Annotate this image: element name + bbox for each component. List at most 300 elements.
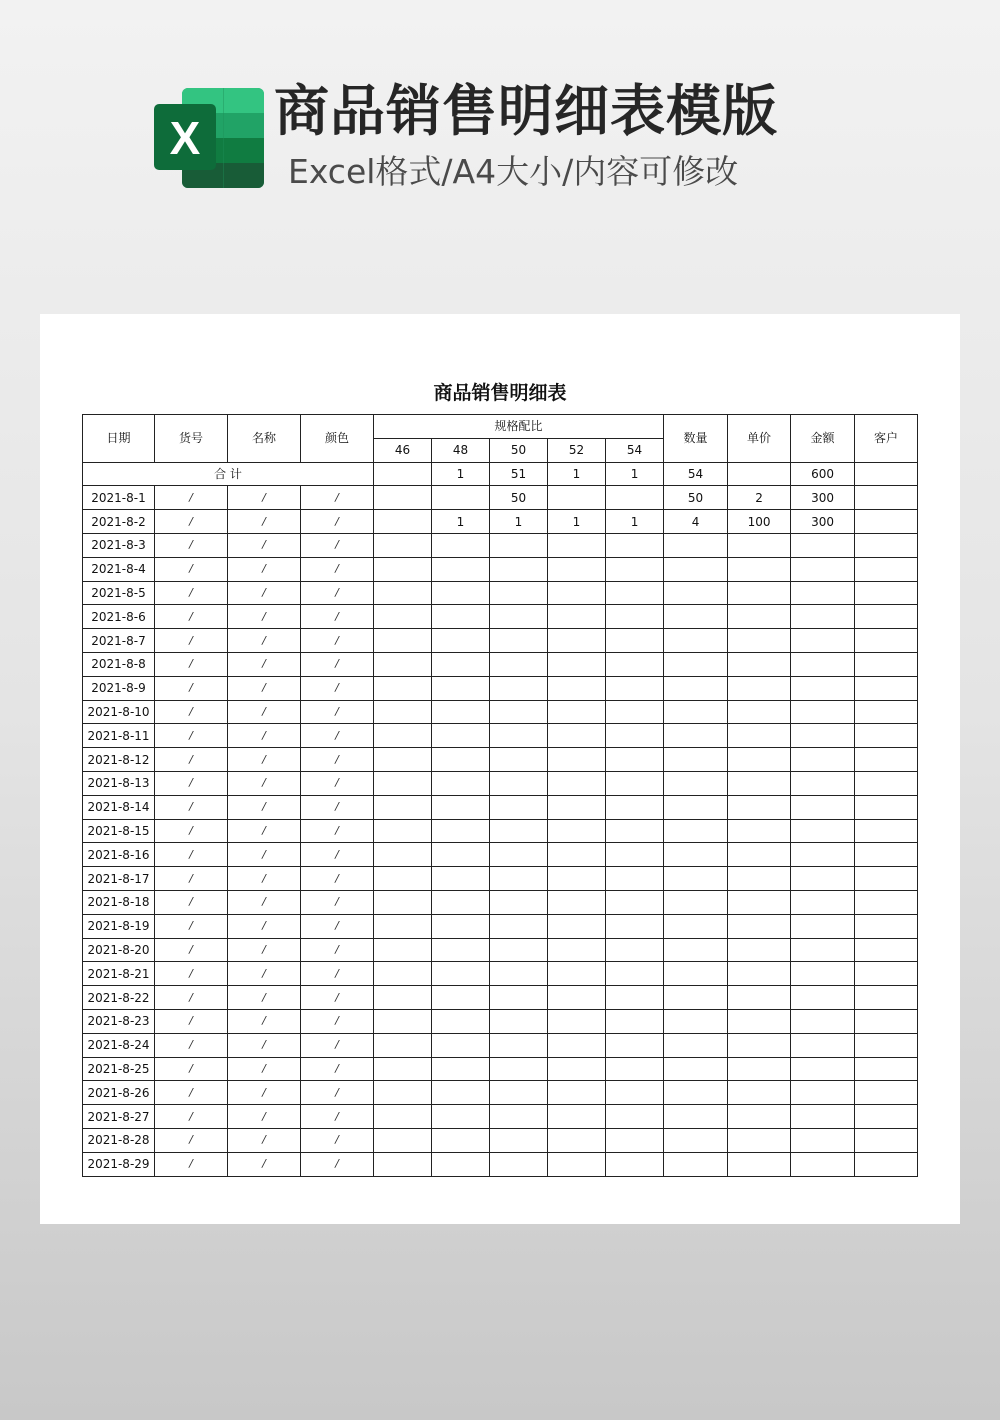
row-unit-price-cell[interactable] <box>728 867 791 891</box>
row-size-cell[interactable] <box>374 676 432 700</box>
row-size-cell[interactable] <box>548 486 606 510</box>
row-size-cell[interactable] <box>548 914 606 938</box>
row-name-cell[interactable]: / <box>228 557 301 581</box>
total-size-cell[interactable] <box>374 462 432 486</box>
row-size-cell[interactable] <box>548 629 606 653</box>
row-date-cell[interactable]: 2021-8-2 <box>83 510 155 534</box>
row-item-no-cell[interactable]: / <box>155 486 228 510</box>
row-size-cell[interactable] <box>490 1152 548 1176</box>
row-qty-cell[interactable] <box>664 1057 728 1081</box>
row-size-cell[interactable] <box>374 986 432 1010</box>
row-item-no-cell[interactable]: / <box>155 890 228 914</box>
row-size-cell[interactable] <box>374 819 432 843</box>
row-unit-price-cell[interactable] <box>728 986 791 1010</box>
row-size-cell[interactable] <box>432 557 490 581</box>
row-item-no-cell[interactable]: / <box>155 510 228 534</box>
row-qty-cell[interactable] <box>664 962 728 986</box>
row-item-no-cell[interactable]: / <box>155 962 228 986</box>
row-name-cell[interactable]: / <box>228 819 301 843</box>
row-color-cell[interactable]: / <box>301 533 374 557</box>
row-unit-price-cell[interactable] <box>728 843 791 867</box>
row-name-cell[interactable]: / <box>228 938 301 962</box>
row-size-cell[interactable]: 1 <box>490 510 548 534</box>
row-name-cell[interactable]: / <box>228 676 301 700</box>
row-size-cell[interactable] <box>490 1009 548 1033</box>
row-size-cell[interactable] <box>606 1081 664 1105</box>
row-color-cell[interactable]: / <box>301 510 374 534</box>
row-size-cell[interactable] <box>606 581 664 605</box>
row-size-cell[interactable] <box>606 700 664 724</box>
row-unit-price-cell[interactable] <box>728 676 791 700</box>
row-size-cell[interactable] <box>374 581 432 605</box>
row-name-cell[interactable]: / <box>228 867 301 891</box>
row-color-cell[interactable]: / <box>301 771 374 795</box>
row-customer-cell[interactable] <box>855 1081 918 1105</box>
row-size-cell[interactable] <box>374 867 432 891</box>
row-qty-cell[interactable] <box>664 1033 728 1057</box>
row-customer-cell[interactable] <box>855 819 918 843</box>
row-amount-cell[interactable] <box>791 1009 855 1033</box>
row-qty-cell[interactable] <box>664 1128 728 1152</box>
row-size-cell[interactable] <box>548 748 606 772</box>
row-size-cell[interactable] <box>432 843 490 867</box>
row-amount-cell[interactable] <box>791 795 855 819</box>
row-name-cell[interactable]: / <box>228 843 301 867</box>
row-size-cell[interactable] <box>490 748 548 772</box>
row-unit-price-cell[interactable] <box>728 748 791 772</box>
row-size-cell[interactable] <box>432 986 490 1010</box>
row-date-cell[interactable]: 2021-8-28 <box>83 1128 155 1152</box>
row-date-cell[interactable]: 2021-8-4 <box>83 557 155 581</box>
row-unit-price-cell[interactable]: 2 <box>728 486 791 510</box>
row-date-cell[interactable]: 2021-8-13 <box>83 771 155 795</box>
row-size-cell[interactable] <box>374 890 432 914</box>
row-unit-price-cell[interactable] <box>728 1033 791 1057</box>
row-qty-cell[interactable] <box>664 581 728 605</box>
row-name-cell[interactable]: / <box>228 771 301 795</box>
row-size-cell[interactable] <box>432 771 490 795</box>
row-size-cell[interactable] <box>432 724 490 748</box>
row-item-no-cell[interactable]: / <box>155 676 228 700</box>
row-size-cell[interactable] <box>606 1009 664 1033</box>
row-size-cell[interactable] <box>432 652 490 676</box>
row-date-cell[interactable]: 2021-8-18 <box>83 890 155 914</box>
row-item-no-cell[interactable]: / <box>155 795 228 819</box>
row-size-cell[interactable] <box>548 700 606 724</box>
row-name-cell[interactable]: / <box>228 748 301 772</box>
row-name-cell[interactable]: / <box>228 533 301 557</box>
row-amount-cell[interactable] <box>791 748 855 772</box>
row-amount-cell[interactable] <box>791 1128 855 1152</box>
row-size-cell[interactable] <box>490 914 548 938</box>
row-qty-cell[interactable] <box>664 652 728 676</box>
row-size-cell[interactable] <box>606 1057 664 1081</box>
row-size-cell[interactable] <box>548 986 606 1010</box>
row-color-cell[interactable]: / <box>301 914 374 938</box>
row-size-cell[interactable] <box>490 890 548 914</box>
row-size-cell[interactable] <box>374 914 432 938</box>
row-size-cell[interactable]: 1 <box>548 510 606 534</box>
row-customer-cell[interactable] <box>855 1105 918 1129</box>
row-unit-price-cell[interactable] <box>728 938 791 962</box>
row-amount-cell[interactable] <box>791 1152 855 1176</box>
row-amount-cell[interactable] <box>791 1081 855 1105</box>
row-item-no-cell[interactable]: / <box>155 1152 228 1176</box>
row-size-cell[interactable] <box>432 486 490 510</box>
row-customer-cell[interactable] <box>855 1057 918 1081</box>
row-customer-cell[interactable] <box>855 581 918 605</box>
row-amount-cell[interactable] <box>791 652 855 676</box>
row-qty-cell[interactable] <box>664 914 728 938</box>
row-date-cell[interactable]: 2021-8-23 <box>83 1009 155 1033</box>
row-size-cell[interactable] <box>374 629 432 653</box>
row-date-cell[interactable]: 2021-8-3 <box>83 533 155 557</box>
row-size-cell[interactable] <box>606 914 664 938</box>
row-item-no-cell[interactable]: / <box>155 748 228 772</box>
row-unit-price-cell[interactable] <box>728 962 791 986</box>
row-size-cell[interactable] <box>490 771 548 795</box>
row-color-cell[interactable]: / <box>301 795 374 819</box>
row-amount-cell[interactable] <box>791 605 855 629</box>
row-size-cell[interactable] <box>548 1128 606 1152</box>
row-size-cell[interactable] <box>490 843 548 867</box>
row-size-cell[interactable] <box>548 533 606 557</box>
row-size-cell[interactable] <box>432 890 490 914</box>
row-item-no-cell[interactable]: / <box>155 629 228 653</box>
row-unit-price-cell[interactable] <box>728 557 791 581</box>
row-item-no-cell[interactable]: / <box>155 557 228 581</box>
row-item-no-cell[interactable]: / <box>155 700 228 724</box>
row-color-cell[interactable]: / <box>301 962 374 986</box>
row-size-cell[interactable] <box>432 1105 490 1129</box>
row-size-cell[interactable] <box>548 652 606 676</box>
row-size-cell[interactable] <box>548 795 606 819</box>
row-size-cell[interactable] <box>490 629 548 653</box>
row-size-cell[interactable] <box>548 724 606 748</box>
row-date-cell[interactable]: 2021-8-20 <box>83 938 155 962</box>
row-size-cell[interactable] <box>374 486 432 510</box>
row-name-cell[interactable]: / <box>228 1009 301 1033</box>
row-size-cell[interactable] <box>606 1033 664 1057</box>
row-size-cell[interactable]: 1 <box>432 510 490 534</box>
row-amount-cell[interactable] <box>791 581 855 605</box>
row-item-no-cell[interactable]: / <box>155 1128 228 1152</box>
row-color-cell[interactable]: / <box>301 605 374 629</box>
total-size-cell[interactable]: 51 <box>490 462 548 486</box>
row-size-cell[interactable] <box>374 533 432 557</box>
row-amount-cell[interactable]: 300 <box>791 486 855 510</box>
row-size-cell[interactable] <box>490 819 548 843</box>
row-size-cell[interactable] <box>490 986 548 1010</box>
row-amount-cell[interactable] <box>791 1057 855 1081</box>
row-size-cell[interactable] <box>490 1128 548 1152</box>
row-item-no-cell[interactable]: / <box>155 1033 228 1057</box>
row-date-cell[interactable]: 2021-8-24 <box>83 1033 155 1057</box>
row-name-cell[interactable]: / <box>228 795 301 819</box>
row-name-cell[interactable]: / <box>228 1081 301 1105</box>
row-size-cell[interactable] <box>374 1081 432 1105</box>
row-unit-price-cell[interactable] <box>728 771 791 795</box>
row-size-cell[interactable] <box>432 795 490 819</box>
total-customer[interactable] <box>855 462 918 486</box>
row-customer-cell[interactable] <box>855 605 918 629</box>
row-qty-cell[interactable] <box>664 1105 728 1129</box>
row-size-cell[interactable] <box>490 676 548 700</box>
row-item-no-cell[interactable]: / <box>155 605 228 629</box>
row-customer-cell[interactable] <box>855 486 918 510</box>
row-name-cell[interactable]: / <box>228 486 301 510</box>
total-size-cell[interactable]: 1 <box>432 462 490 486</box>
row-color-cell[interactable]: / <box>301 700 374 724</box>
row-customer-cell[interactable] <box>855 676 918 700</box>
row-size-cell[interactable] <box>606 1128 664 1152</box>
row-name-cell[interactable]: / <box>228 724 301 748</box>
row-color-cell[interactable]: / <box>301 938 374 962</box>
row-date-cell[interactable]: 2021-8-1 <box>83 486 155 510</box>
total-size-cell[interactable]: 1 <box>548 462 606 486</box>
row-unit-price-cell[interactable]: 100 <box>728 510 791 534</box>
row-size-cell[interactable] <box>374 1009 432 1033</box>
row-unit-price-cell[interactable] <box>728 1081 791 1105</box>
row-size-cell[interactable] <box>606 605 664 629</box>
row-color-cell[interactable]: / <box>301 581 374 605</box>
row-item-no-cell[interactable]: / <box>155 986 228 1010</box>
row-qty-cell[interactable] <box>664 1009 728 1033</box>
row-amount-cell[interactable] <box>791 819 855 843</box>
row-unit-price-cell[interactable] <box>728 1057 791 1081</box>
row-unit-price-cell[interactable] <box>728 724 791 748</box>
row-customer-cell[interactable] <box>855 771 918 795</box>
row-name-cell[interactable]: / <box>228 510 301 534</box>
row-size-cell[interactable] <box>432 1081 490 1105</box>
row-size-cell[interactable] <box>490 652 548 676</box>
row-name-cell[interactable]: / <box>228 914 301 938</box>
row-amount-cell[interactable] <box>791 700 855 724</box>
row-amount-cell[interactable] <box>791 557 855 581</box>
row-color-cell[interactable]: / <box>301 1128 374 1152</box>
row-unit-price-cell[interactable] <box>728 819 791 843</box>
row-size-cell[interactable] <box>606 533 664 557</box>
row-unit-price-cell[interactable] <box>728 1152 791 1176</box>
row-size-cell[interactable] <box>548 1105 606 1129</box>
row-item-no-cell[interactable]: / <box>155 867 228 891</box>
row-qty-cell[interactable] <box>664 605 728 629</box>
row-qty-cell[interactable] <box>664 629 728 653</box>
row-size-cell[interactable] <box>432 962 490 986</box>
row-color-cell[interactable]: / <box>301 652 374 676</box>
row-size-cell[interactable] <box>374 938 432 962</box>
row-size-cell[interactable] <box>432 700 490 724</box>
row-customer-cell[interactable] <box>855 867 918 891</box>
row-date-cell[interactable]: 2021-8-10 <box>83 700 155 724</box>
row-name-cell[interactable]: / <box>228 581 301 605</box>
row-size-cell[interactable] <box>432 676 490 700</box>
row-size-cell[interactable] <box>374 795 432 819</box>
row-size-cell[interactable] <box>606 843 664 867</box>
row-customer-cell[interactable] <box>855 795 918 819</box>
row-size-cell[interactable] <box>548 843 606 867</box>
row-size-cell[interactable] <box>432 914 490 938</box>
row-customer-cell[interactable] <box>855 629 918 653</box>
row-size-cell[interactable] <box>432 629 490 653</box>
row-size-cell[interactable] <box>548 557 606 581</box>
row-size-cell[interactable] <box>606 557 664 581</box>
row-color-cell[interactable]: / <box>301 986 374 1010</box>
row-size-cell[interactable] <box>606 986 664 1010</box>
row-unit-price-cell[interactable] <box>728 890 791 914</box>
row-size-cell[interactable] <box>490 938 548 962</box>
row-item-no-cell[interactable]: / <box>155 938 228 962</box>
row-color-cell[interactable]: / <box>301 1081 374 1105</box>
row-size-cell[interactable] <box>606 890 664 914</box>
row-size-cell[interactable] <box>432 533 490 557</box>
row-color-cell[interactable]: / <box>301 890 374 914</box>
row-amount-cell[interactable] <box>791 533 855 557</box>
row-size-cell[interactable] <box>606 867 664 891</box>
row-size-cell[interactable] <box>490 1105 548 1129</box>
row-name-cell[interactable]: / <box>228 605 301 629</box>
row-color-cell[interactable]: / <box>301 843 374 867</box>
row-unit-price-cell[interactable] <box>728 700 791 724</box>
row-size-cell[interactable] <box>548 676 606 700</box>
row-name-cell[interactable]: / <box>228 1152 301 1176</box>
row-date-cell[interactable]: 2021-8-27 <box>83 1105 155 1129</box>
row-amount-cell[interactable] <box>791 986 855 1010</box>
row-qty-cell[interactable]: 4 <box>664 510 728 534</box>
row-size-cell[interactable] <box>490 557 548 581</box>
row-size-cell[interactable] <box>432 581 490 605</box>
row-size-cell[interactable] <box>606 771 664 795</box>
row-size-cell[interactable] <box>548 1152 606 1176</box>
row-item-no-cell[interactable]: / <box>155 771 228 795</box>
row-name-cell[interactable]: / <box>228 1033 301 1057</box>
row-item-no-cell[interactable]: / <box>155 724 228 748</box>
row-amount-cell[interactable] <box>791 1105 855 1129</box>
row-name-cell[interactable]: / <box>228 1128 301 1152</box>
row-customer-cell[interactable] <box>855 986 918 1010</box>
row-customer-cell[interactable] <box>855 962 918 986</box>
row-amount-cell[interactable]: 300 <box>791 510 855 534</box>
row-size-cell[interactable] <box>432 1057 490 1081</box>
row-size-cell[interactable] <box>432 605 490 629</box>
row-customer-cell[interactable] <box>855 652 918 676</box>
row-size-cell[interactable] <box>548 771 606 795</box>
row-size-cell[interactable] <box>374 771 432 795</box>
row-customer-cell[interactable] <box>855 843 918 867</box>
row-size-cell[interactable] <box>606 962 664 986</box>
row-amount-cell[interactable] <box>791 914 855 938</box>
row-color-cell[interactable]: / <box>301 629 374 653</box>
row-color-cell[interactable]: / <box>301 486 374 510</box>
row-customer-cell[interactable] <box>855 1009 918 1033</box>
row-size-cell[interactable] <box>374 1057 432 1081</box>
row-date-cell[interactable]: 2021-8-7 <box>83 629 155 653</box>
row-date-cell[interactable]: 2021-8-25 <box>83 1057 155 1081</box>
row-size-cell[interactable] <box>548 1081 606 1105</box>
row-color-cell[interactable]: / <box>301 724 374 748</box>
row-item-no-cell[interactable]: / <box>155 1105 228 1129</box>
row-date-cell[interactable]: 2021-8-5 <box>83 581 155 605</box>
row-size-cell[interactable] <box>432 867 490 891</box>
row-unit-price-cell[interactable] <box>728 652 791 676</box>
row-date-cell[interactable]: 2021-8-26 <box>83 1081 155 1105</box>
row-size-cell[interactable] <box>606 819 664 843</box>
row-qty-cell[interactable] <box>664 819 728 843</box>
row-customer-cell[interactable] <box>855 748 918 772</box>
row-size-cell[interactable] <box>606 629 664 653</box>
row-date-cell[interactable]: 2021-8-19 <box>83 914 155 938</box>
row-amount-cell[interactable] <box>791 676 855 700</box>
row-size-cell[interactable] <box>374 1128 432 1152</box>
row-date-cell[interactable]: 2021-8-12 <box>83 748 155 772</box>
row-item-no-cell[interactable]: / <box>155 533 228 557</box>
row-size-cell[interactable] <box>432 938 490 962</box>
row-unit-price-cell[interactable] <box>728 629 791 653</box>
row-name-cell[interactable]: / <box>228 700 301 724</box>
row-size-cell[interactable] <box>606 938 664 962</box>
row-amount-cell[interactable] <box>791 962 855 986</box>
row-size-cell[interactable] <box>374 1033 432 1057</box>
row-size-cell[interactable] <box>548 1057 606 1081</box>
row-color-cell[interactable]: / <box>301 1152 374 1176</box>
row-size-cell[interactable] <box>548 890 606 914</box>
row-qty-cell[interactable] <box>664 867 728 891</box>
row-unit-price-cell[interactable] <box>728 1128 791 1152</box>
row-amount-cell[interactable] <box>791 938 855 962</box>
row-item-no-cell[interactable]: / <box>155 581 228 605</box>
row-qty-cell[interactable] <box>664 724 728 748</box>
row-unit-price-cell[interactable] <box>728 533 791 557</box>
row-color-cell[interactable]: / <box>301 676 374 700</box>
row-color-cell[interactable]: / <box>301 1033 374 1057</box>
row-date-cell[interactable]: 2021-8-21 <box>83 962 155 986</box>
row-qty-cell[interactable] <box>664 676 728 700</box>
row-size-cell[interactable] <box>606 486 664 510</box>
row-size-cell[interactable]: 50 <box>490 486 548 510</box>
row-date-cell[interactable]: 2021-8-9 <box>83 676 155 700</box>
row-item-no-cell[interactable]: / <box>155 652 228 676</box>
row-qty-cell[interactable] <box>664 890 728 914</box>
row-size-cell[interactable] <box>374 843 432 867</box>
row-name-cell[interactable]: / <box>228 986 301 1010</box>
row-size-cell[interactable] <box>432 1033 490 1057</box>
row-unit-price-cell[interactable] <box>728 581 791 605</box>
row-size-cell[interactable] <box>548 962 606 986</box>
row-size-cell[interactable] <box>548 867 606 891</box>
row-size-cell[interactable] <box>374 724 432 748</box>
row-size-cell[interactable] <box>490 700 548 724</box>
row-qty-cell[interactable] <box>664 938 728 962</box>
row-size-cell[interactable] <box>490 1057 548 1081</box>
row-date-cell[interactable]: 2021-8-15 <box>83 819 155 843</box>
row-name-cell[interactable]: / <box>228 890 301 914</box>
row-size-cell[interactable] <box>548 581 606 605</box>
row-unit-price-cell[interactable] <box>728 914 791 938</box>
row-item-no-cell[interactable]: / <box>155 819 228 843</box>
row-size-cell[interactable] <box>432 748 490 772</box>
row-name-cell[interactable]: / <box>228 962 301 986</box>
row-size-cell[interactable] <box>606 748 664 772</box>
row-unit-price-cell[interactable] <box>728 1009 791 1033</box>
row-size-cell[interactable] <box>490 581 548 605</box>
row-amount-cell[interactable] <box>791 890 855 914</box>
row-size-cell[interactable] <box>548 1033 606 1057</box>
row-size-cell[interactable] <box>490 867 548 891</box>
row-date-cell[interactable]: 2021-8-14 <box>83 795 155 819</box>
row-customer-cell[interactable] <box>855 1033 918 1057</box>
row-color-cell[interactable]: / <box>301 1057 374 1081</box>
row-size-cell[interactable] <box>374 962 432 986</box>
